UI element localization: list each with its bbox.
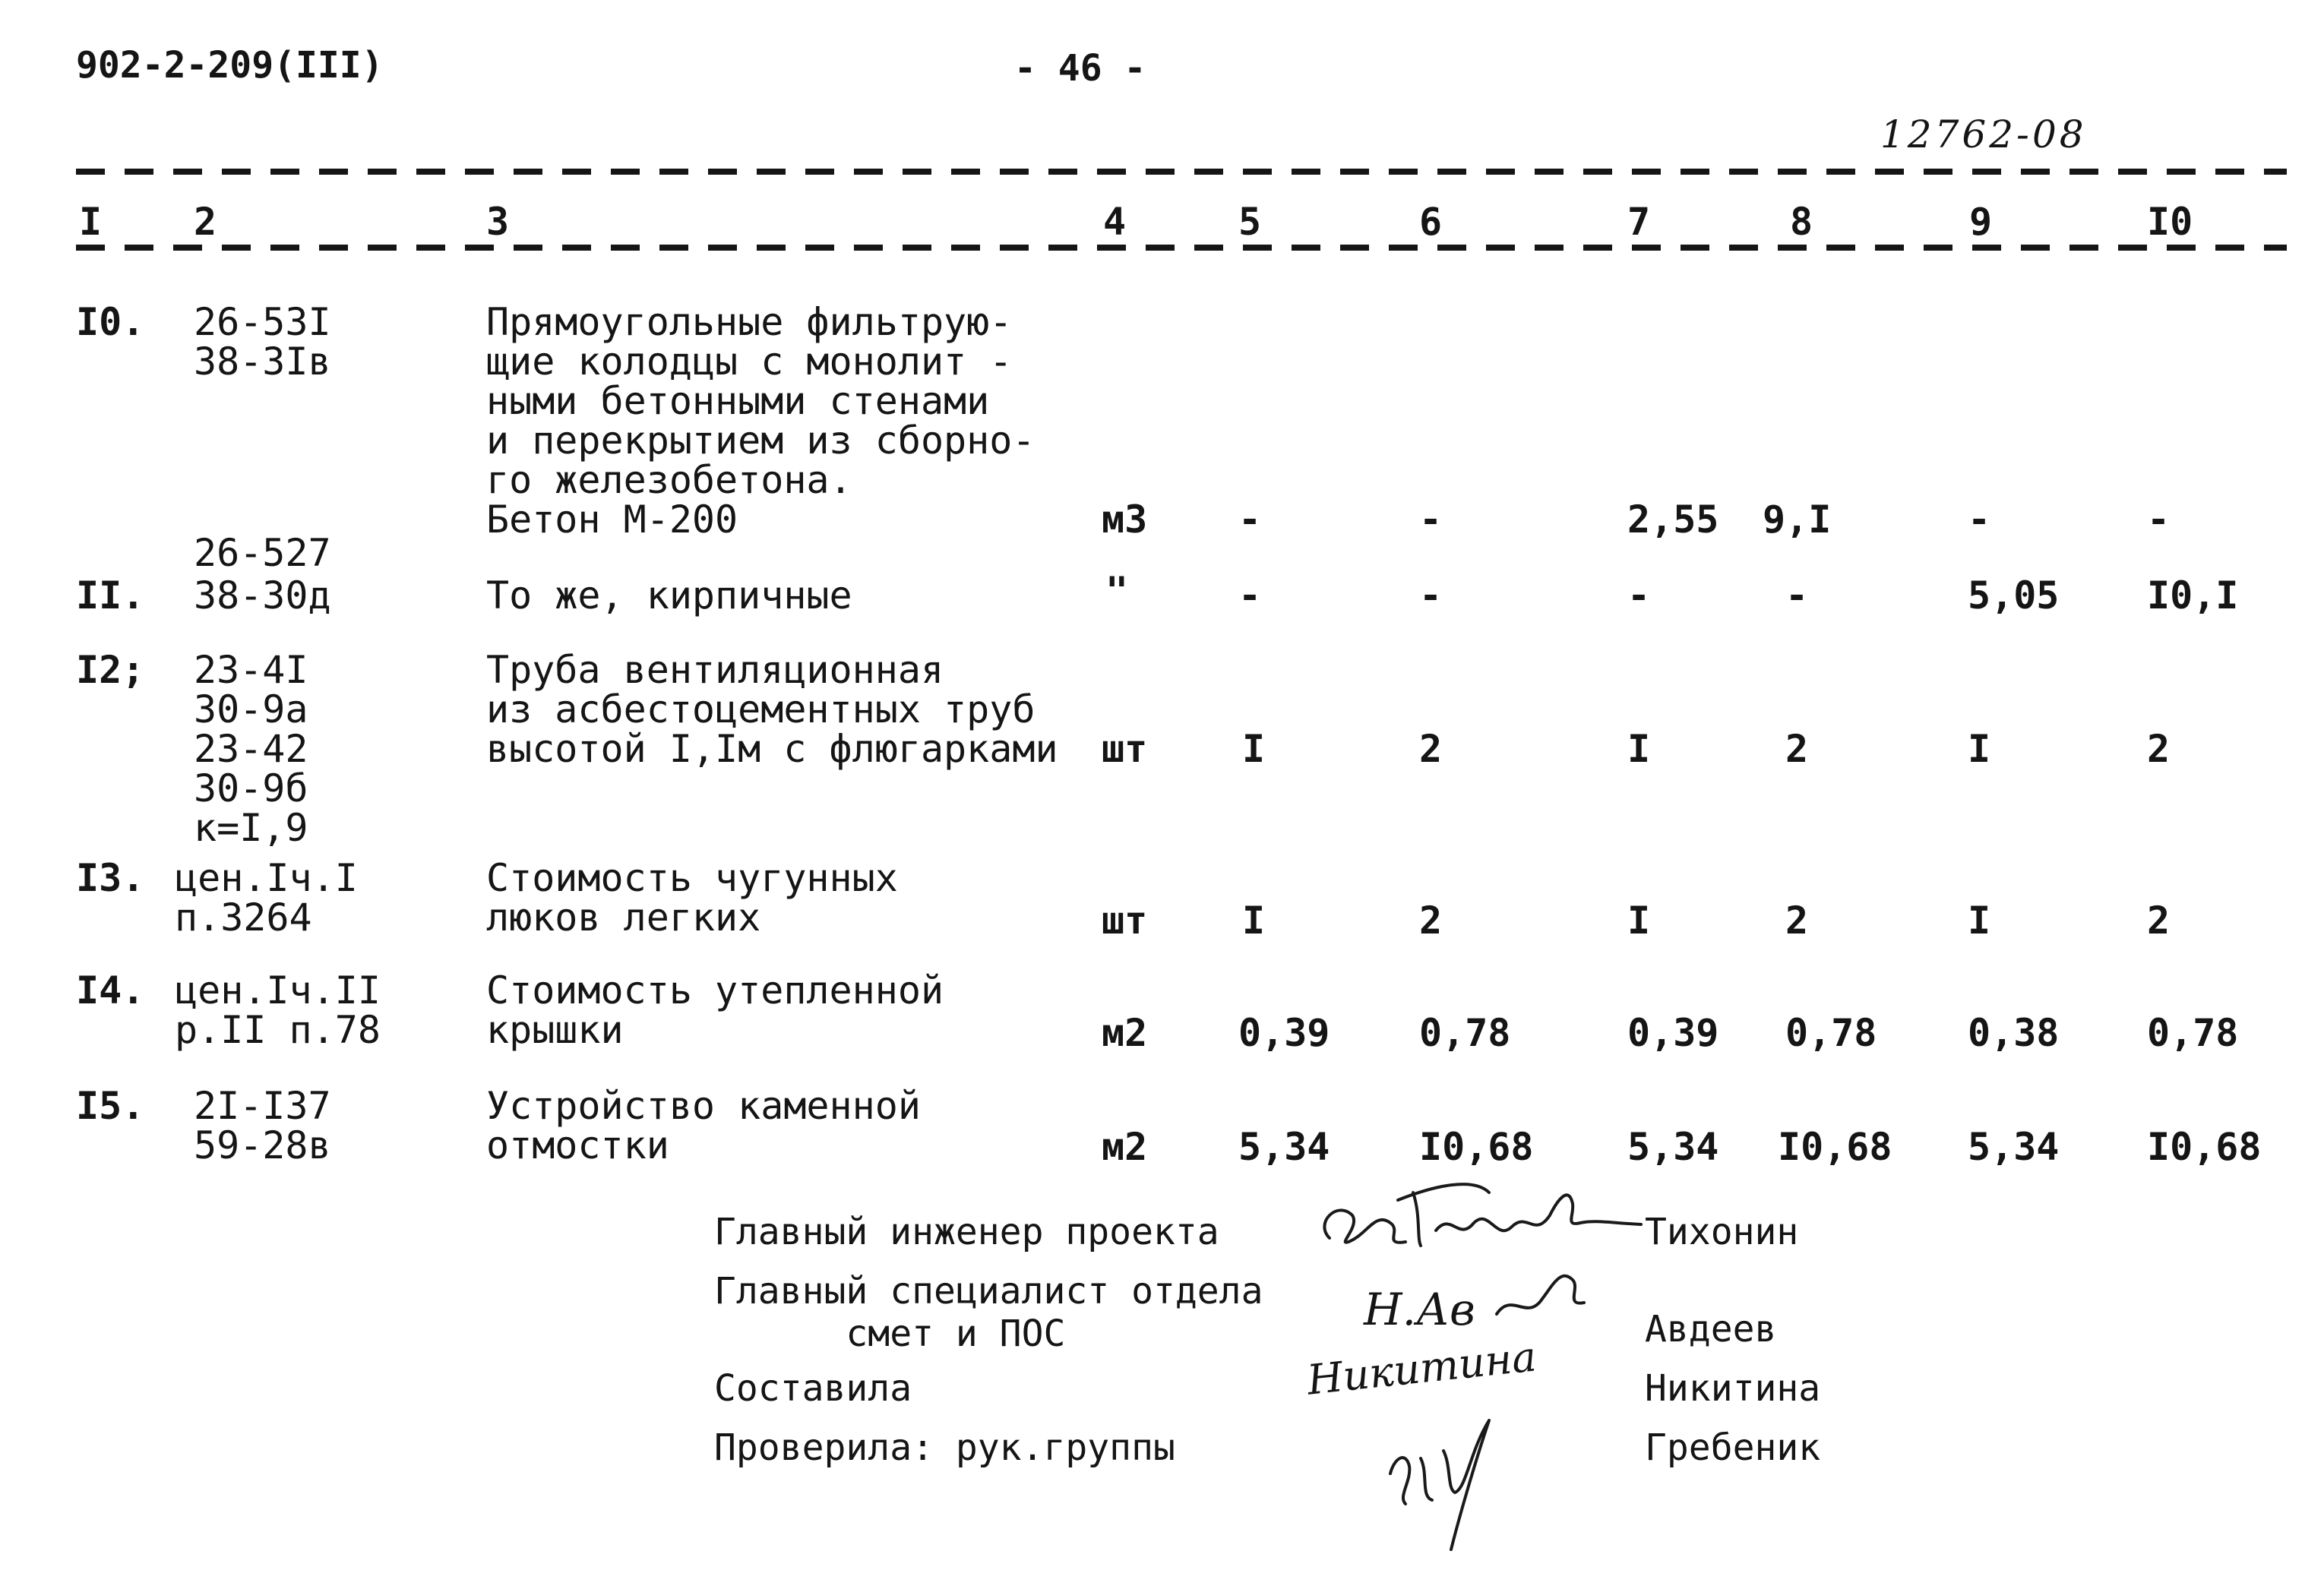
signature-role: Главный инженер проекта — [714, 1211, 1219, 1253]
row-value: 0,78 — [1419, 1011, 1511, 1055]
handwritten-signature-grebenik — [1375, 1405, 1512, 1557]
row-unit: шт — [1102, 899, 1148, 943]
row-value: 0,78 — [2147, 1011, 2239, 1055]
column-number: 5 — [1238, 200, 1262, 244]
handwritten-flourish-avdeev — [1489, 1261, 1595, 1329]
row-value: 0,39 — [1238, 1011, 1330, 1055]
row-value: 5,34 — [1238, 1125, 1330, 1169]
row-value: I0,I — [2147, 573, 2239, 618]
row-value: - — [1238, 498, 1262, 542]
column-number: I — [79, 200, 103, 244]
row-value: I — [1968, 899, 1991, 943]
row-codes: 26-53I 38-3Iв — [194, 300, 331, 384]
signature-name: Гребеник — [1645, 1426, 1821, 1469]
row-value: - — [1785, 573, 1809, 618]
row-value: - — [2147, 498, 2171, 542]
column-number: 9 — [1969, 200, 1993, 244]
column-number: 6 — [1419, 200, 1443, 244]
row-unit: м2 — [1102, 1125, 1148, 1169]
signature-name: Авдеев — [1645, 1308, 1777, 1350]
column-number: 2 — [194, 200, 217, 244]
row-value: 5,34 — [1968, 1125, 2060, 1169]
row-value: 2 — [1785, 899, 1809, 943]
handwritten-reference: 12762-08 — [1880, 112, 2087, 156]
row-value: 5,05 — [1968, 573, 2060, 618]
row-number: I3. — [76, 856, 145, 900]
row-description: Труба вентиляционная из асбестоцементных труб высотой I,Iм с флюгарками — [486, 648, 1058, 771]
row-number: I5. — [76, 1084, 145, 1128]
row-value: - — [1419, 498, 1443, 542]
row-value: I — [1627, 899, 1651, 943]
row-value: I0,68 — [1419, 1125, 1534, 1169]
row-codes: 23-4I 30-9а 23-42 30-9б к=I,9 — [194, 648, 308, 850]
row-description: Стоимость утепленной крышки — [486, 968, 944, 1052]
signature-role: Главный специалист отдела смет и ПОС — [714, 1270, 1263, 1355]
column-number: 3 — [486, 200, 510, 244]
row-value: I — [1968, 727, 1991, 771]
row-value: 2 — [2147, 727, 2171, 771]
row-number: I4. — [76, 968, 145, 1012]
row-value: 2 — [1785, 727, 1809, 771]
row-value: I — [1242, 727, 1266, 771]
row-value: 0,39 — [1627, 1011, 1719, 1055]
row-value: I0,68 — [2147, 1125, 2262, 1169]
row-codes: цен.Iч.I п.3264 — [175, 856, 358, 940]
row-codes: 38-30д — [194, 573, 331, 618]
row-unit: м2 — [1102, 1011, 1148, 1055]
row-value: I — [1627, 727, 1651, 771]
document-code: 902-2-209(III) — [76, 44, 384, 87]
row-description: Прямоугольные фильтрую- щие колодцы с монолит - ными бетонными стенами и перекрытием из сборно- го железобетона. Бетон М-200 — [486, 300, 1036, 542]
column-number: 4 — [1103, 200, 1127, 244]
column-number: 8 — [1790, 200, 1813, 244]
row-number: II. — [76, 573, 145, 618]
row-value: 2,55 — [1627, 498, 1719, 542]
handwritten-signature-avdeev: Н.Ав — [1364, 1284, 1475, 1335]
row-description: Стоимость чугунных люков легких — [486, 856, 898, 940]
row-value: 0,38 — [1968, 1011, 2060, 1055]
row-value: - — [1419, 573, 1443, 618]
row-value: 0,78 — [1785, 1011, 1877, 1055]
row-value: 2 — [1419, 899, 1443, 943]
row-value: - — [1968, 498, 1991, 542]
row-value: I0,68 — [1778, 1125, 1892, 1169]
top-dashed-rule — [76, 169, 2287, 175]
column-number: I0 — [2147, 200, 2193, 244]
handwritten-signature-nikitina: Никитина — [1304, 1332, 1539, 1404]
row-value: 2 — [1419, 727, 1443, 771]
row-codes: 2I-I37 59-28в — [194, 1084, 331, 1167]
row-unit: " — [1105, 569, 1129, 613]
row-value: - — [1238, 573, 1262, 618]
page-number: - 46 - — [1014, 47, 1146, 90]
row-number: I0. — [76, 300, 145, 344]
row-value: 9,I — [1763, 498, 1832, 542]
row-number: I2; — [76, 648, 145, 692]
row-unit: м3 — [1102, 498, 1148, 542]
row-value: 2 — [2147, 899, 2171, 943]
handwritten-signature-tikhonin — [1307, 1170, 1641, 1268]
signature-role: Проверила: рук.группы — [714, 1426, 1175, 1469]
row-codes: цен.Iч.II р.II п.78 — [175, 968, 381, 1052]
row-codes-secondary: 26-527 — [194, 531, 331, 575]
signature-name: Никитина — [1645, 1367, 1821, 1410]
row-value: I — [1242, 899, 1266, 943]
header-dashed-rule — [76, 245, 2287, 251]
signature-name: Тихонин — [1645, 1211, 1799, 1253]
row-unit: шт — [1102, 727, 1148, 771]
signature-role: Составила — [714, 1367, 912, 1410]
column-number: 7 — [1627, 200, 1651, 244]
row-description: Устройство каменной отмостки — [486, 1084, 921, 1167]
row-description: То же, кирпичные — [486, 573, 852, 618]
row-value: - — [1627, 573, 1651, 618]
row-value: 5,34 — [1627, 1125, 1719, 1169]
